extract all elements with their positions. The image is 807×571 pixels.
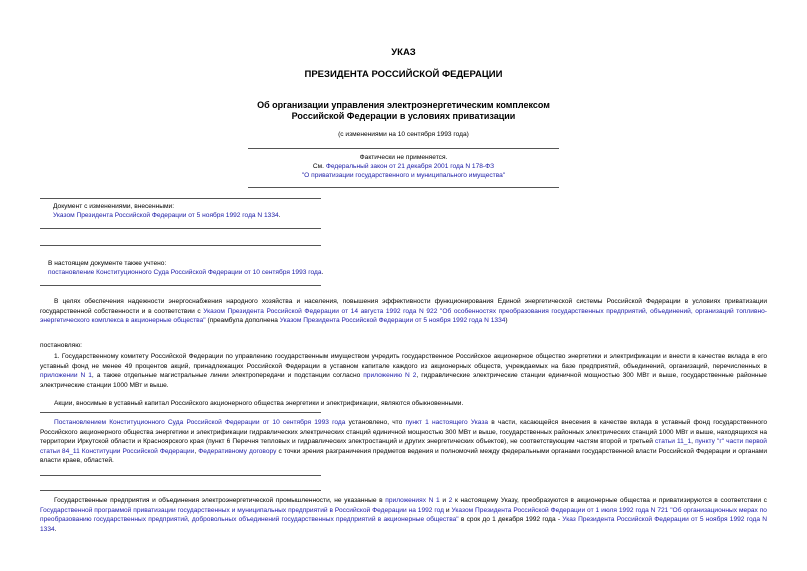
status-line1: Фактически не применяется. [359, 154, 448, 161]
decree-1334-ref-link[interactable]: Указ Президента Российской Федерации от 5 ноября 1992 года N 1334 [40, 516, 767, 533]
preamble-text: ) [505, 317, 508, 325]
court-ruling-note-link[interactable]: Постановлением Конституционного Суда Российской Федерации от 10 сентября 1993 года [54, 419, 346, 426]
court-note-text: в части, касающейся внесения в качестве вклада в уставный фонд государственного Российского акционерного общества энергетики и электрификации гидравлических электрических станций единичной мощностью 300 МВт и выше, государственных районных электрических станций 1000 МВт и выше, находящихся на территории Иркутской области и Красноярского края (пункт 6 Перечня тепловых и гидравлических электростанций и других энергетических объектов), не соответствующим частям второй и третьей [40, 419, 767, 446]
court-ruling-link[interactable]: постановление Конституционного Суда Российской Федерации от 10 сентября 1993 года [48, 269, 322, 276]
federal-law-title-link[interactable]: "О приватизации государственного и муниципального имущества" [301, 172, 506, 179]
item2-text: в срок до 1 декабря 1992 года - [458, 516, 563, 524]
divider [40, 228, 321, 229]
article-11-1-link[interactable]: статьи 11_1 [655, 438, 692, 446]
accounted-entry [48, 268, 323, 277]
status-prefix: См. [312, 163, 326, 170]
privatization-program-link[interactable]: Государственной программой приватизации государственных и муниципальных предприятий в Российской Федерации на 1992 год [40, 506, 444, 514]
court-note-text: , [691, 438, 696, 446]
item2-text: и [439, 497, 449, 504]
article-84-11-link[interactable]: пункту "г" части первой статьи 84_11 Конституции Российской Федерации [40, 438, 767, 455]
divider [40, 198, 321, 199]
shares-text: Акции, вносимые в уставный капитал Российского акционерного общества энергетики и электрификации, являются обыкновенными. [54, 400, 464, 407]
annex1-link[interactable]: приложении N 1 [40, 372, 92, 380]
item2-text: Государственные предприятия и объединения электроэнергетической промышленности, не указанные в [54, 497, 386, 504]
item2-text: и [443, 506, 452, 514]
changes-suffix: . [278, 212, 281, 219]
doc-type-title: УКАЗ [391, 47, 416, 58]
shares-paragraph [40, 399, 767, 409]
preamble-text: В целях обеспечения надежности энергоснабжения народного хозяйства и населения, повышения эффективности функционирования Единой энергетической системы Российской Федерации в условиях приватизации государственной собственности и в соответствии с [40, 298, 767, 315]
divider [40, 412, 321, 413]
changes-decree-link[interactable]: Указом Президента Российской Федерации от 5 ноября 1992 года N 1334 [53, 212, 279, 219]
annex1-ref-link[interactable]: приложениях N 1 [385, 497, 440, 504]
divider [40, 490, 321, 491]
changes-entry [53, 211, 281, 220]
item2-text: . [54, 525, 57, 533]
court-note-text: установлено, что [345, 419, 406, 426]
federative-treaty-link[interactable]: Федеративному договору [198, 447, 277, 455]
accounted-suffix: . [321, 269, 324, 276]
preamble-text: (преамбула дополнена [205, 317, 280, 325]
decree-922-link[interactable]: Указом Президента Российской Федерации от 14 августа 1992 года N 922 "Об особенностях преобразования государственных предприятий, объединений, организаций топливно-энергетического комплекса в акционерные общества" [40, 307, 767, 325]
item2-paragraph [40, 496, 767, 534]
divider [40, 245, 321, 246]
court-note-text: , [194, 447, 199, 455]
item1-ref-link[interactable]: пункт 1 настоящего Указа [405, 419, 489, 426]
court-note-text: с точки зрения разграничения предметов ведения и полномочий между федеральными органами государственной власти Российской Федерации и органами власти краев, областей. [40, 447, 767, 465]
preamble-paragraph [40, 297, 767, 326]
item1-paragraph [40, 352, 767, 390]
divider [248, 148, 559, 149]
divider [248, 187, 559, 188]
decree-1334-link[interactable]: Указом Президента Российской Федерации от 5 ноября 1992 года N 1334 [279, 317, 506, 325]
court-note-paragraph [40, 418, 767, 466]
item1-text: , гидравлические электрические станции единичной мощностью 300 МВт и выше, государственные районные электрические станции 1000 МВт и выше. [40, 372, 767, 389]
decree-word: постановляю: [40, 342, 83, 349]
accounted-label: В настоящем документе также учтено: [48, 260, 167, 267]
item1-text: 1. Государственному комитету Российской Федерации по управлению государственным имуществом учредить государственное Российское акционерное общество энергетики и электрификации и внести в качестве вклада в его уставный фонд не менее 49 процентов акций, принадлежащих Российской Федерации в уставном капитале каждого из акционерных обществ, учреждаемых на базе предприятий, объединений, организаций, перечисленных в [40, 353, 767, 370]
doc-subject-line2: Российской Федерации в условиях приватизации [291, 111, 516, 121]
status-line2 [0, 162, 807, 171]
doc-subject-line1: Об организации управления электроэнергетическим комплексом [257, 100, 550, 110]
annex2-ref-link[interactable]: 2 [448, 497, 453, 504]
divider [40, 285, 321, 286]
issuer-title: ПРЕЗИДЕНТА РОССИЙСКОЙ ФЕДЕРАЦИИ [304, 69, 503, 80]
status-line3 [0, 171, 807, 180]
changes-label: Документ с изменениями, внесенными: [53, 203, 175, 210]
item2-text: к настоящему Указу, преобразуются в акционерные общества и приватизируются в соответствии с [452, 497, 767, 504]
amendments-note: (с изменениями на 10 сентября 1993 года) [338, 131, 469, 138]
decree-721-link[interactable]: Указом Президента Российской Федерации от 1 июля 1992 года N 721 "Об организационных мерах по преобразованию государственных предприятий, добровольных объединений государственных предприятий в акционерные общества" [40, 506, 767, 524]
federal-law-link[interactable]: Федеральный закон от 21 декабря 2001 года N 178-ФЗ [325, 163, 495, 170]
annex2-link[interactable]: приложению N 2 [363, 372, 417, 380]
divider [40, 475, 321, 476]
item1-text: , а также отдельные магистральные линии электропередачи и подстанции согласно [91, 372, 364, 380]
